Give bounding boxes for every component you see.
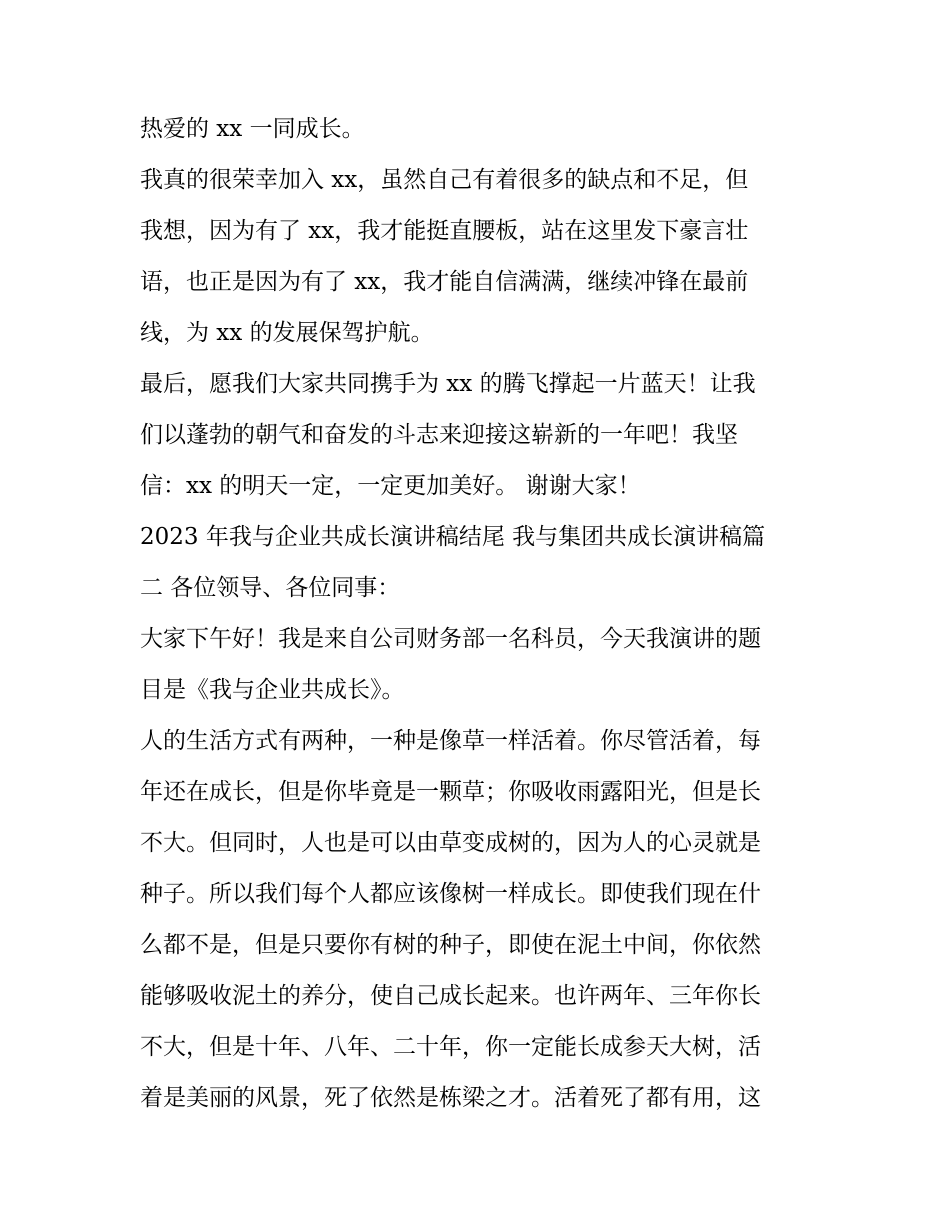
text-line: 信：xx 的明天一定，一定更加美好。 谢谢大家！ [140,473,641,499]
text-line: 大家下午好！我是来自公司财务部一名科员，今天我演讲的题 [140,626,761,652]
text-line: 语，也正是因为有了 xx，我才能自信满满，继续冲锋在最前 [140,269,749,295]
text-line: 我真的很荣幸加入 xx，虽然自己有着很多的缺点和不足，但 [140,167,749,193]
text-line: 人的生活方式有两种，一种是像草一样活着。你尽管活着，每 [140,728,761,754]
text-line: 能够吸收泥土的养分，使自己成长起来。也许两年、三年你长 [140,983,761,1009]
text-line: 着是美丽的风景，死了依然是栋梁之才。活着死了都有用，这 [140,1085,761,1111]
text-line: 不大，但是十年、八年、二十年，你一定能长成参天大树，活 [140,1034,761,1060]
text-line: 线，为 xx 的发展保驾护航。 [140,320,434,346]
text-line: 2023 年我与企业共成长演讲稿结尾 我与集团共成长演讲稿篇 [140,524,766,550]
text-line: 目是《我与企业共成长》。 [140,677,405,703]
text-line: 们以蓬勃的朝气和奋发的斗志来迎接这崭新的一年吧！我坚 [140,422,738,448]
document-body [140,104,820,1124]
text-line: 不大。但同时，人也是可以由草变成树的，因为人的心灵就是 [140,830,761,856]
text-line: 我想，因为有了 xx，我才能挺直腰板，站在这里发下豪言壮 [140,218,749,244]
text-line: 热爱的 xx 一同成长。 [140,116,365,142]
text-line: 年还在成长，但是你毕竟是一颗草；你吸收雨露阳光，但是长 [140,779,761,805]
text-line: 最后，愿我们大家共同携手为 xx 的腾飞撑起一片蓝天！让我 [140,371,756,397]
text-line: 么都不是，但是只要你有树的种子，即使在泥土中间，你依然 [140,932,761,958]
text-line: 二 各位领导、各位同事： [140,575,401,601]
text-line: 种子。所以我们每个人都应该像树一样成长。即使我们现在什 [140,881,761,907]
